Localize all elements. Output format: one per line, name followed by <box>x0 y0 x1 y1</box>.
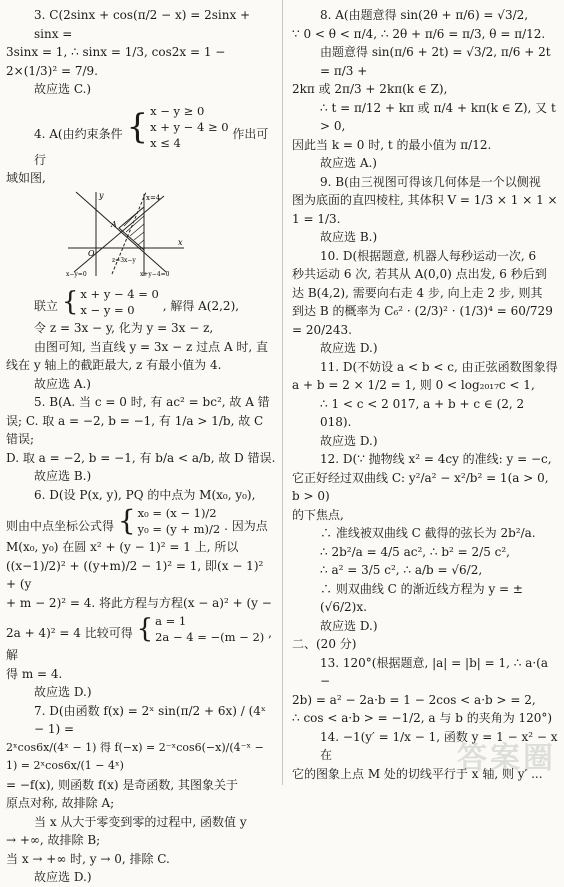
q14-line1: 14. −1(y′ = 1/x − 1, 函数 y = 1 − x² − x 在 <box>320 729 558 762</box>
left-column <box>6 6 276 887</box>
q3-line1: 3. C(2sinx + cos(π/2 − x) = 2sinx + sinx = <box>34 8 251 41</box>
q4-line4: 由图可知, 当直线 y = 3x − z 过点 A 时, 直 <box>34 339 269 354</box>
q12-line6: ∴ a² = 3/5 c², ∴ a/b = √6/2, <box>320 563 483 577</box>
q8-line3: 由题意得 sin(π/6 + 2t) = √3/2, π/6 + 2t = π/3 + <box>320 45 551 78</box>
section-2-heading: 二、(20 分) <box>292 637 357 651</box>
q3-answer: 故应选 C.) <box>34 82 92 96</box>
q6-line6 <box>6 612 276 665</box>
midpoint-x: x₀ = (x − 1)/2 <box>137 506 217 520</box>
label-line1: x−y=0 <box>66 270 87 278</box>
system-eq2: x − y = 0 <box>80 303 135 317</box>
q10-line3: 达 B(4,2), 需要向右走 4 步, 向上走 2 步, 则其 <box>292 285 543 300</box>
q8-line4: 2kπ 或 2π/3 + 2kπ(k ∈ Z), <box>292 82 448 96</box>
q7-line2: 2ˣcos6x/(4ˣ − 1) 得 f(−x) = 2⁻ˣcos6(−x)/(4⁻ˣ − 1) = 2ˣcos6x/(1 − 4ˣ) <box>6 740 264 772</box>
q9-line3: 1 = 1/3. <box>292 211 341 226</box>
q6-answer: 故应选 D.) <box>34 685 92 699</box>
q7-answer: 故应选 D.) <box>34 870 92 884</box>
q13-line2: 2b) = a² − 2a·b = 1 − 2cos < a·b > = 2, <box>292 692 536 707</box>
q5-line3: D. 取 a = −2, b = −1, 有 b/a < a/b, 故 D 错误. <box>6 450 276 465</box>
q7-line3: = −f(x), 则函数 f(x) 是奇函数, 其图象关于 <box>6 777 238 792</box>
q8-answer: 故应选 A.) <box>320 156 377 170</box>
q4-lianli: 联立 <box>34 299 59 313</box>
q4-solve: , 解得 A(2,2), <box>162 299 240 313</box>
system-stack <box>80 286 158 318</box>
feasible-region-figure <box>66 190 276 284</box>
q6-compare: 2a + 4)² = 4 比较可得 <box>6 626 133 640</box>
feasible-region-graph <box>66 190 186 278</box>
q12-answer: 故应选 D.) <box>320 618 378 633</box>
q11-line2: a + b = 2 × 1/2 = 1, 则 0 < log₂₀₁₇c < 1, <box>292 378 535 392</box>
midpoint-stack <box>138 505 221 537</box>
q13-line1: 13. 120°(根据题意, |a| = |b| = 1, ∴ a·(a − <box>320 655 549 688</box>
q4-constraints <box>126 103 228 151</box>
q4-text: 4. A(由约束条件 <box>34 126 123 141</box>
q7-line7: 当 x → +∞ 时, y → 0, 排除 C. <box>6 851 170 866</box>
left-brace-icon: { <box>61 287 79 317</box>
q10-line2: 秒共运动 6 次, 若其从 A(0,0) 点出发, 6 秒后到 <box>292 267 547 281</box>
eq-stack <box>155 613 264 645</box>
q7-line5: 当 x 从大于零变到零的过程中, 函数值 y <box>34 814 247 829</box>
constraint-3: x ≤ 4 <box>150 135 181 150</box>
q12-line3: 的下焦点, <box>292 507 344 522</box>
q14-line2: 它的图象上点 M 处的切线平行于 x 轴, 则 y′ ... <box>292 766 543 781</box>
q6-text: 则由中点坐标公式得 <box>6 519 115 533</box>
q4-line1 <box>6 103 276 170</box>
q6-line7: 得 m = 4. <box>6 666 63 681</box>
q11-line3: ∴ 1 < c < 2 017, a + b + c ∈ (2, 2 018). <box>320 396 525 429</box>
q4-line3: 令 z = 3x − y, 化为 y = 3x − z, <box>34 321 214 335</box>
q6-line5: + m − 2)² = 4. 将此方程与方程(x − a)² + (y − <box>6 595 272 610</box>
q3-line2: 3sinx = 1, ∴ sinx = 1/3, cos2x = 1 − 2×(1/3)² = 7/9. <box>6 45 226 78</box>
label-y: y <box>99 190 104 200</box>
q6-line1: 6. D(设 P(x, y), PQ 的中点为 M(x₀, y₀), <box>34 487 256 502</box>
q6-line3: M(x₀, y₀) 在圆 x² + (y − 1)² = 1 上, 所以 <box>6 540 239 554</box>
label-objective: z=3x−y <box>112 256 136 264</box>
label-line2: x+y−4=0 <box>140 270 170 278</box>
q10-line4: 到达 B 的概率为 C₆² · (2/3)² · (1/3)⁴ = 60/729 = 20/243. <box>292 304 553 337</box>
q4-system <box>6 285 276 319</box>
q10-answer: 故应选 D.) <box>320 341 378 355</box>
label-O: O <box>88 248 95 258</box>
q7-line6: → +∞, 故排除 B; <box>6 833 101 847</box>
q11-answer: 故应选 D.) <box>320 433 378 448</box>
label-A: A <box>111 219 117 229</box>
q12-line5: ∴ 2b²/a = 4/5 ac², ∴ b² = 2/5 c², <box>320 544 510 559</box>
q8-line1: 8. A(由题意得 sin(2θ + π/6) = √3/2, <box>320 8 529 22</box>
q4-text-b: 作出可行 <box>34 126 269 167</box>
column-divider <box>282 0 283 785</box>
q4-line2: 域如图, <box>6 171 46 185</box>
q10-line1: 10. D(根据题意, 机器人每秒运动一次, 6 <box>320 248 537 263</box>
q6-line2 <box>6 504 276 538</box>
q7-line1: 7. D(由函数 f(x) = 2ˣ sin(π/2 + 6x) / (4ˣ − 1) = <box>34 703 266 736</box>
q9-answer: 故应选 B.) <box>320 230 378 244</box>
eq-m: 2a − 4 = −(m − 2) <box>155 630 265 644</box>
constraint-1: x − y ≥ 0 <box>150 103 205 118</box>
constraint-2: x + y − 4 ≥ 0 <box>150 119 229 134</box>
left-brace-icon: { <box>117 504 136 537</box>
q4-line5: 线在 y 轴上的截距最大, z 有最小值为 4. <box>6 358 222 372</box>
q7-line4: 原点对称, 故排除 A; <box>6 796 115 810</box>
q5-answer: 故应选 B.) <box>34 469 92 483</box>
q9-line2: 图为底面的直四棱柱, 其体积 V = 1/3 × 1 × 1 × <box>292 193 558 207</box>
right-column <box>292 6 558 783</box>
q12-line4: ∴ 准线被双曲线 C 截得的弦长为 2b²/a. <box>320 526 536 540</box>
constraint-stack <box>150 103 228 151</box>
q12-line7: ∴ 则双曲线 C 的渐近线方程为 y = ±(√6/2)x. <box>320 581 523 614</box>
watermark: 答案圈 <box>457 741 556 776</box>
label-x4: x=4 <box>146 193 161 202</box>
eq-a: a = 1 <box>155 614 187 628</box>
q12-line1: 12. D(∵ 抛物线 x² = 4cy 的准线: y = −c, <box>320 452 552 466</box>
q9-line1: 9. B(由三视图可得该几何体是一个以侧视 <box>320 174 541 189</box>
left-brace-icon: { <box>126 106 149 147</box>
q8-line2: ∵ 0 < θ < π/4, ∴ 2θ + π/6 = π/3, θ = π/12. <box>292 26 546 41</box>
left-brace-icon: { <box>136 614 154 644</box>
q6-midpoint <box>118 504 220 538</box>
q6-eqs <box>137 612 265 646</box>
midpoint-y: y₀ = (y + m)/2 <box>137 522 221 536</box>
system-eq1: x + y − 4 = 0 <box>80 287 159 301</box>
q11-line1: 11. D(不妨设 a < b < c, 由正弦函数图象得 <box>320 359 558 374</box>
q5-line1: 5. B(A. 当 c = 0 时, 有 ac² = bc², 故 A 错 <box>34 395 270 409</box>
q13-line3: ∴ cos < a·b > = −1/2, a 与 b 的夹角为 120°) <box>292 711 553 725</box>
q8-line5: ∴ t = π/12 + kπ 或 π/4 + kπ(k ∈ Z), 又 t > 0, <box>320 100 556 133</box>
q8-line6: 因此当 k = 0 时, t 的最小值为 π/12. <box>292 137 492 152</box>
q5-line2: 误; C. 取 a = −2, b = −1, 有 1/a > 1/b, 故 C 错误; <box>6 413 264 446</box>
q4-answer: 故应选 A.) <box>34 376 91 391</box>
q6-text-b: . 因为点 <box>224 519 268 533</box>
label-x: x <box>178 237 183 247</box>
q6-text-c: , 解 <box>6 626 272 662</box>
q12-line2: 它正好经过双曲线 C: y²/a² − x²/b² = 1(a > 0, b > 0) <box>292 470 549 503</box>
q6-line4: ((x−1)/2)² + ((y+m)/2 − 1)² = 1, 即(x − 1)² + (y <box>6 558 264 591</box>
q4-system-brace <box>62 285 159 319</box>
